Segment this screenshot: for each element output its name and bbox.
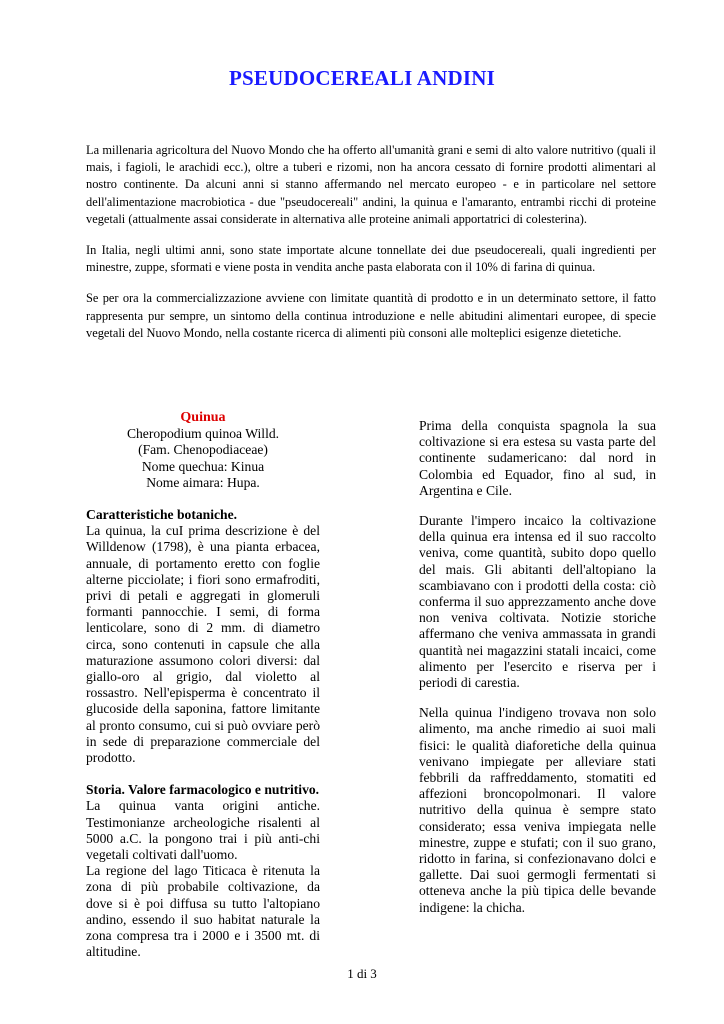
quechua-name: Nome quechua: Kinua: [141, 458, 265, 474]
quinua-heading: Quinua: [180, 410, 226, 425]
page-title: PSEUDOCEREALI ANDINI: [229, 66, 495, 90]
quinua-info: [86, 410, 320, 491]
page-number: 1 di 3: [347, 966, 377, 981]
right-paragraph-1: Prima della conquista spagnola la sua coltivazione si era estesa su vasta parte del continente sudamericano: dal nord in Colombia ed Equador, fino al sud, in Argentina e Cile.: [419, 418, 656, 498]
aimara-name: Nome aimara: Hupa.: [146, 474, 260, 490]
history-heading: Storia. Valore farmacologico e nutritivo.: [86, 782, 320, 798]
intro-paragraph-1: La millenaria agricoltura del Nuovo Mondo che ha offerto all'umanità grani e semi di alto valore nutritivo (quali il mais, i fagioli, le arachidi ecc.), oltre a tuberi e rizomi, non ha ancora cessato di fornire prodotti alimentari al nostro continente. Da alcuni anni si stanno affermando nel mercato europeo - e in particolare nel settore dell'alimentazione macrobiotica - due "pseudocereali" andini, la quinua e l'amaranto, entrambi ricchi di proteine vegetali (attualmente assai considerate in alternativa alle proteine animali apportatrici di colesterina).: [86, 143, 656, 226]
family-name: (Fam. Chenopodiaceae): [138, 442, 268, 458]
intro-paragraph-3: Se per ora la commercializzazione avviene con limitate quantità di prodotto e in un determinato settore, il fatto rappresenta pur sempre, un sintomo della continua introduzione e nelle abitudini alimentari europee, di specie vegetali del Nuovo Mondo, nella costante ricerca di alimenti più consoni alle molteplici esigenze dietetiche.: [86, 291, 656, 340]
history-text-1: La quinua vanta origini antiche. Testimonianze archeologiche risalenti al 5000 a.C. la pongono trai i più anti-chi vegetali coltivati dall'uomo.: [86, 798, 320, 863]
intro-paragraph-2: In Italia, negli ultimi anni, sono state importate alcune tonnellate dei due pseudocereali, quali ingredienti per minestre, zuppe, sformati e viene posta in vendita anche pasta elaborata con il 10% di farina di quinua.: [86, 243, 656, 275]
latin-name: Cheropodium quinoa Willd.: [126, 426, 280, 442]
right-paragraph-3: Nella quinua l'indigeno trovava non solo alimento, ma anche rimedio ai suoi mali fisici: le qualità diaforetiche della quinua venivano impiegate per alleviare stati febbrili da raffreddamento, stomatiti ed affezioni broncopolmonari. Il valore nutritivo della quinua è sempre stato considerato; essa veniva impiegata nelle minestre, zuppe e stufati; con il suo grano, ridotto in farina, si confezionavano dolci e gallette. Dai suoi germogli fermentati si otteneva anche la più tipica delle bevande indigene: la chicha.: [419, 705, 656, 915]
right-column: [419, 418, 656, 930]
history-text-2: La regione del lago Titicaca è ritenuta la zona di più probabile coltivazione, da dove si è poi diffusa su tutto l'altopiano andino, essendo il suo habitat naturale la zona compresa tra i 2000 e i 3500 mt. di altitudine.: [86, 863, 320, 960]
botany-heading: Caratteristiche botaniche.: [86, 507, 238, 523]
botany-text: La quinua, la cuI prima descrizione è del Willdenow (1798), è una pianta erbacea, annuale, di portamento eretto con foglie alterne picciolate; i fiori sono ermafroditi, privi di petali e aggregati in glomeruli formanti pannocchie. I semi, di forma lenticolare, sono di 2 mm. di diametro circa, sono contenuti in capsule che alla maturazione assumono colori diversi: dal giallo-oro al grigio, dal violetto al rossastro. Nell'episperma è concentrato il glucoside della saponina, fattore limitante al pronto consumo, cui si può ovviare però in sede di preparazione commerciale del prodotto.: [86, 523, 320, 766]
intro-section: [86, 142, 656, 356]
right-paragraph-2: Durante l'impero incaico la coltivazione della quinua era intensa ed il suo raccolto veniva, come quantità, subito dopo quello del mais. Gli abitanti dell'altopiano la scambiavano con i prodotti della costa: ciò conferma il suo apprezzamento anche dove non veniva coltivata. Notizie storiche affermano che veniva ammassata in grandi quantità nei magazzini statali incaici, come alimento per l'esercito e riserva per i periodi di carestia.: [419, 513, 656, 691]
left-column: [86, 410, 320, 961]
